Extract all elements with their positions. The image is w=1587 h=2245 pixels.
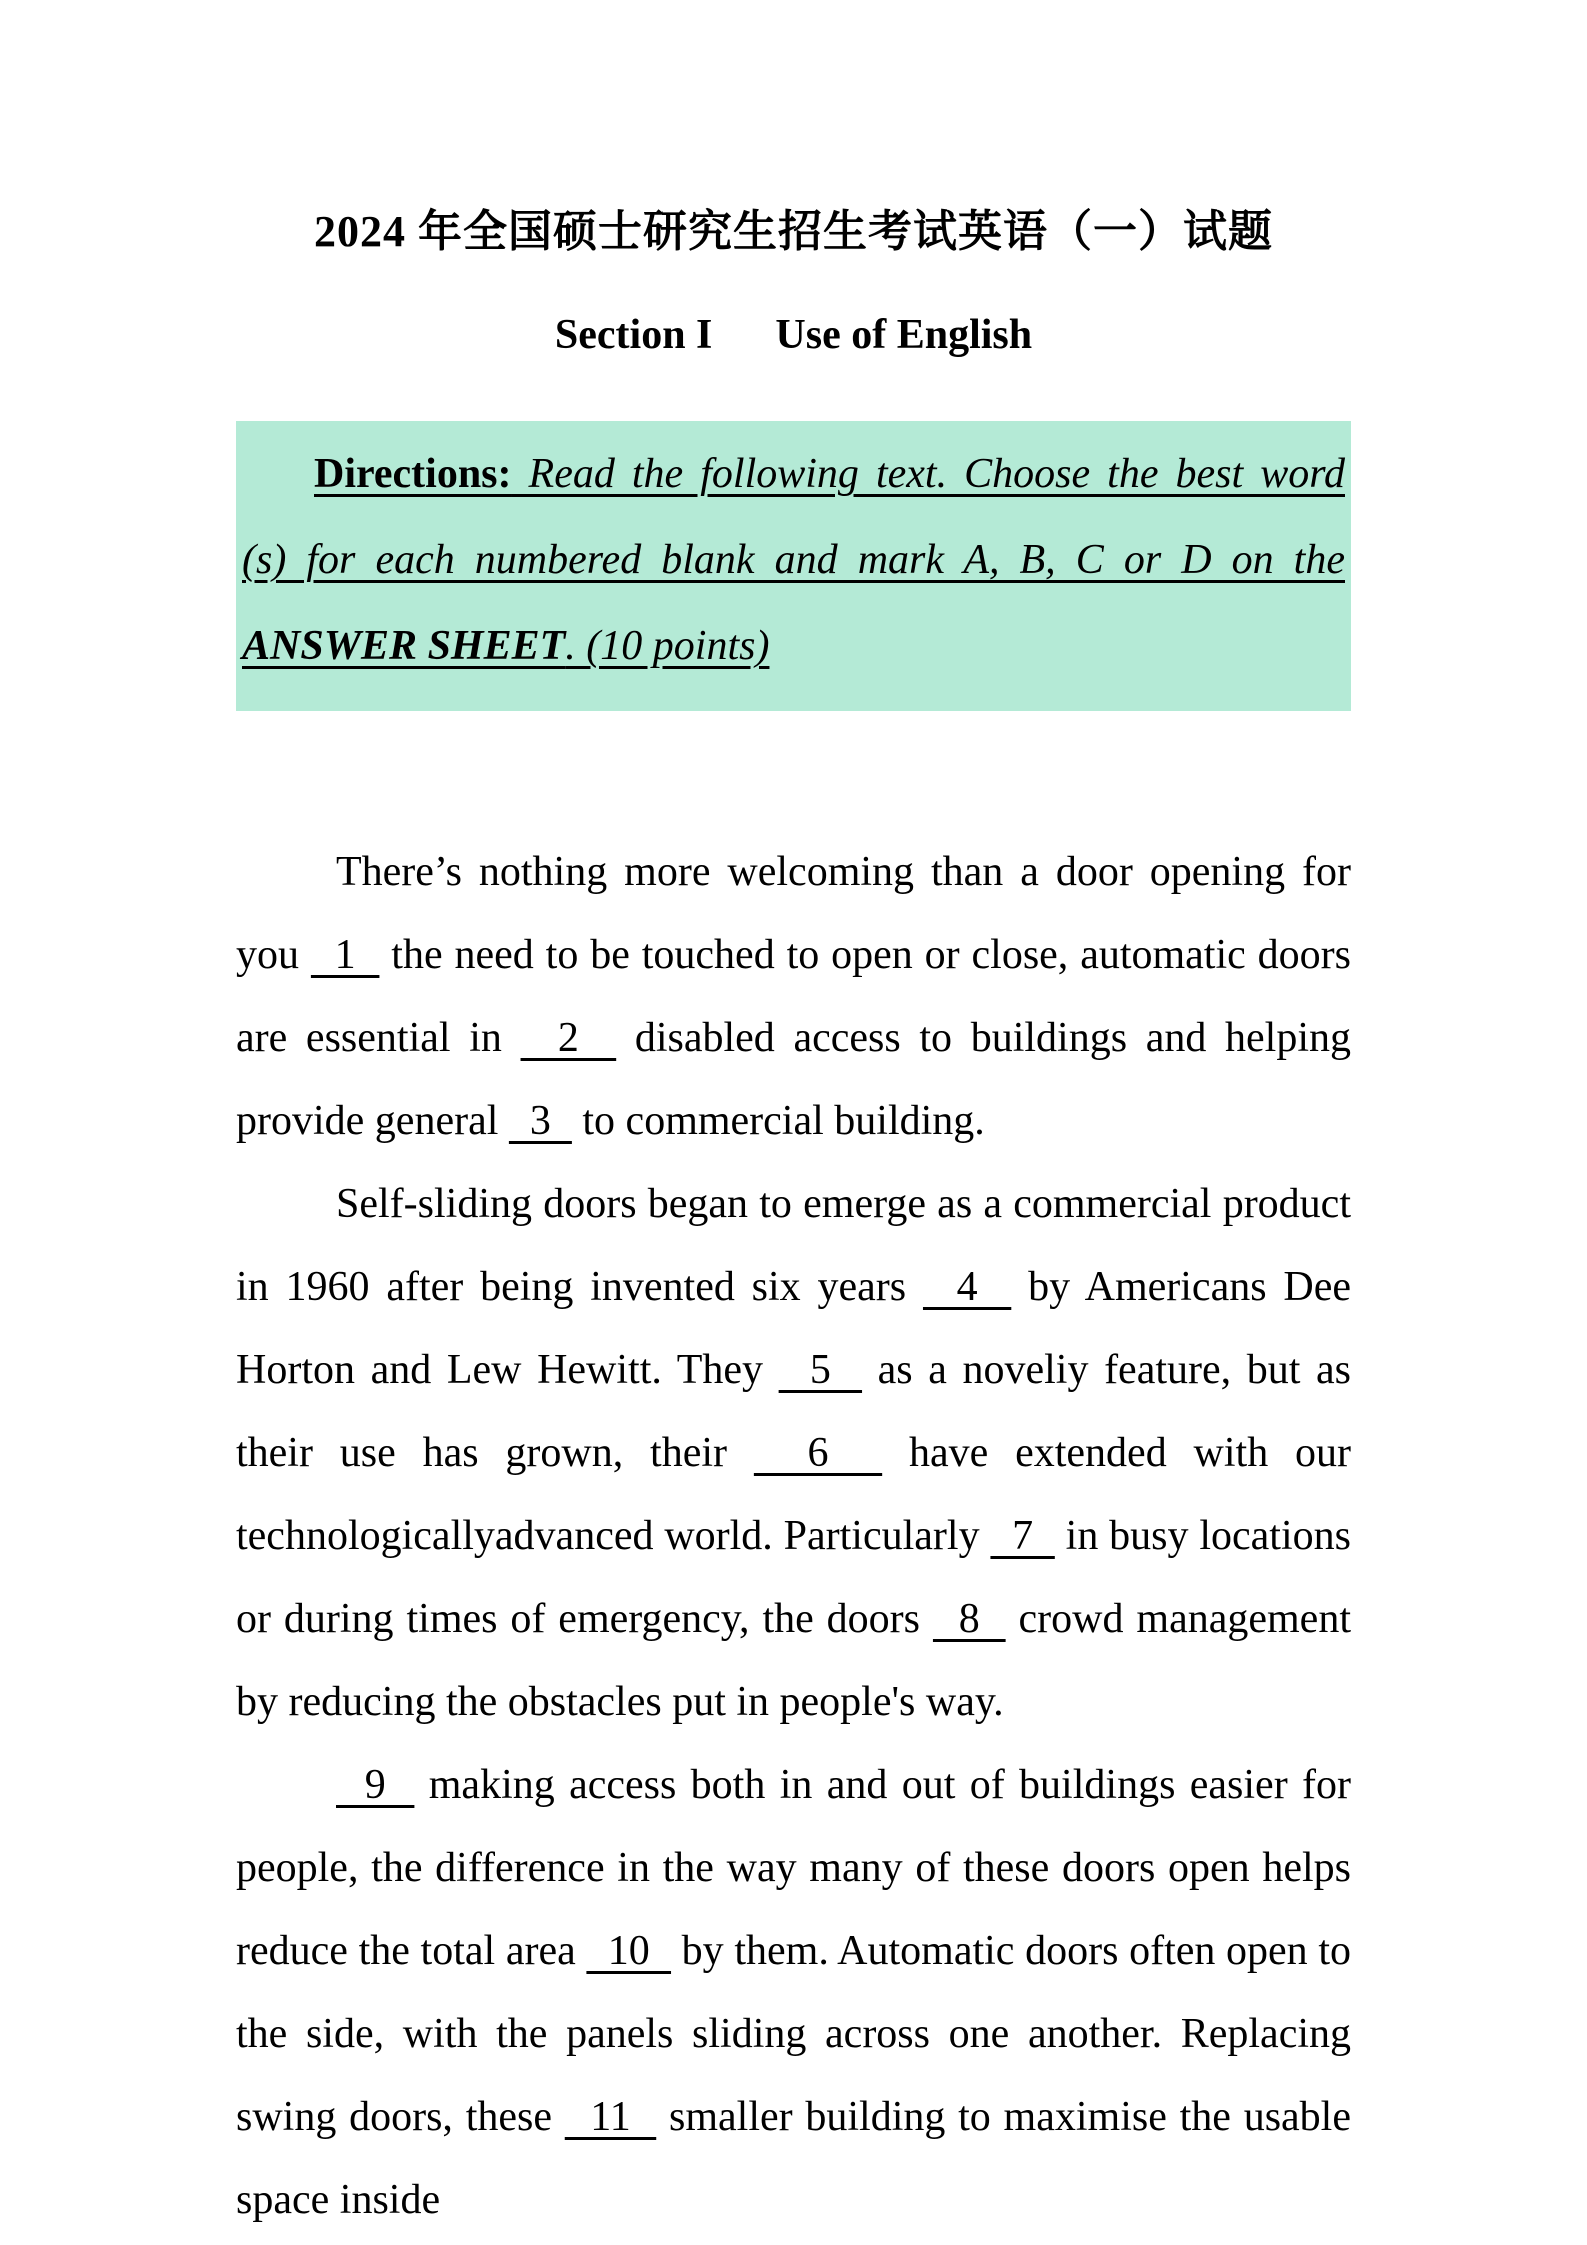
text-run: crowd management by reducing the obstacles put in people's way. [236,1596,1351,1725]
text-run: disabled access to buildings and helping provide general [236,1015,1352,1144]
directions-label: Directions: [314,451,512,497]
directions-block [236,421,1351,711]
paragraph-3 [236,1744,1351,2242]
text-run: There’s nothing more welcoming than a door opening for you [236,849,1351,978]
directions-text-run: Read the following text. Choose the best word (s) for each numbered blank and mark A, B, C or D on the [242,451,1345,583]
text-run: in busy locations or during times of emergency, the doors [236,1513,1351,1642]
numbered-blank-11: 11 [564,2094,657,2140]
document-title: 2024 年全国硕士研究生招生考试英语（一）试题 [314,207,1273,256]
numbered-blank-6: 6 [753,1430,883,1476]
text-run: the need to be touched to open or close, automatic doors are essential in [236,932,1352,1061]
directions-text-run: ANSWER SHEET [242,623,566,669]
paragraph-2 [236,1163,1351,1744]
numbered-blank-9: 9 [336,1762,415,1808]
paragraph-1 [236,831,1351,1163]
section-heading: Section I Use of English [554,312,1033,358]
numbered-blank-10: 10 [586,1928,672,1974]
numbered-blank-3: 3 [508,1098,572,1144]
text-run: to commercial building. [571,1098,985,1144]
text-run: as a noveliy feature, but as their use has grown, their [236,1347,1351,1476]
text-run: smaller building to maximise the usable space inside [236,2094,1351,2223]
directions-text-run: . (10 points) [565,623,770,669]
numbered-blank-8: 8 [932,1596,1006,1642]
numbered-blank-5: 5 [778,1347,863,1393]
text-run: have extended with our technologicallyadvanced world. Particularly [236,1430,1352,1559]
text-run: Self-sliding doors began to emerge as a commercial product in 1960 after being invented six years [236,1181,1351,1310]
numbered-blank-7: 7 [990,1513,1055,1559]
numbered-blank-4: 4 [922,1264,1012,1310]
paragraphs [236,831,1351,2242]
text-run: making access both in and out of buildings easier for people, the difference in the way many of these doors open helps reduce the total area [236,1762,1352,1974]
text-run: by Americans Dee Horton and Lew Hewitt. They [236,1264,1352,1393]
page-content [236,0,1351,2242]
numbered-blank-2: 2 [520,1015,617,1061]
numbered-blank-1: 1 [310,932,380,978]
text-run: by them. Automatic doors often open to the side, with the panels sliding across one another. Replacing swing doors, these [236,1928,1352,2140]
